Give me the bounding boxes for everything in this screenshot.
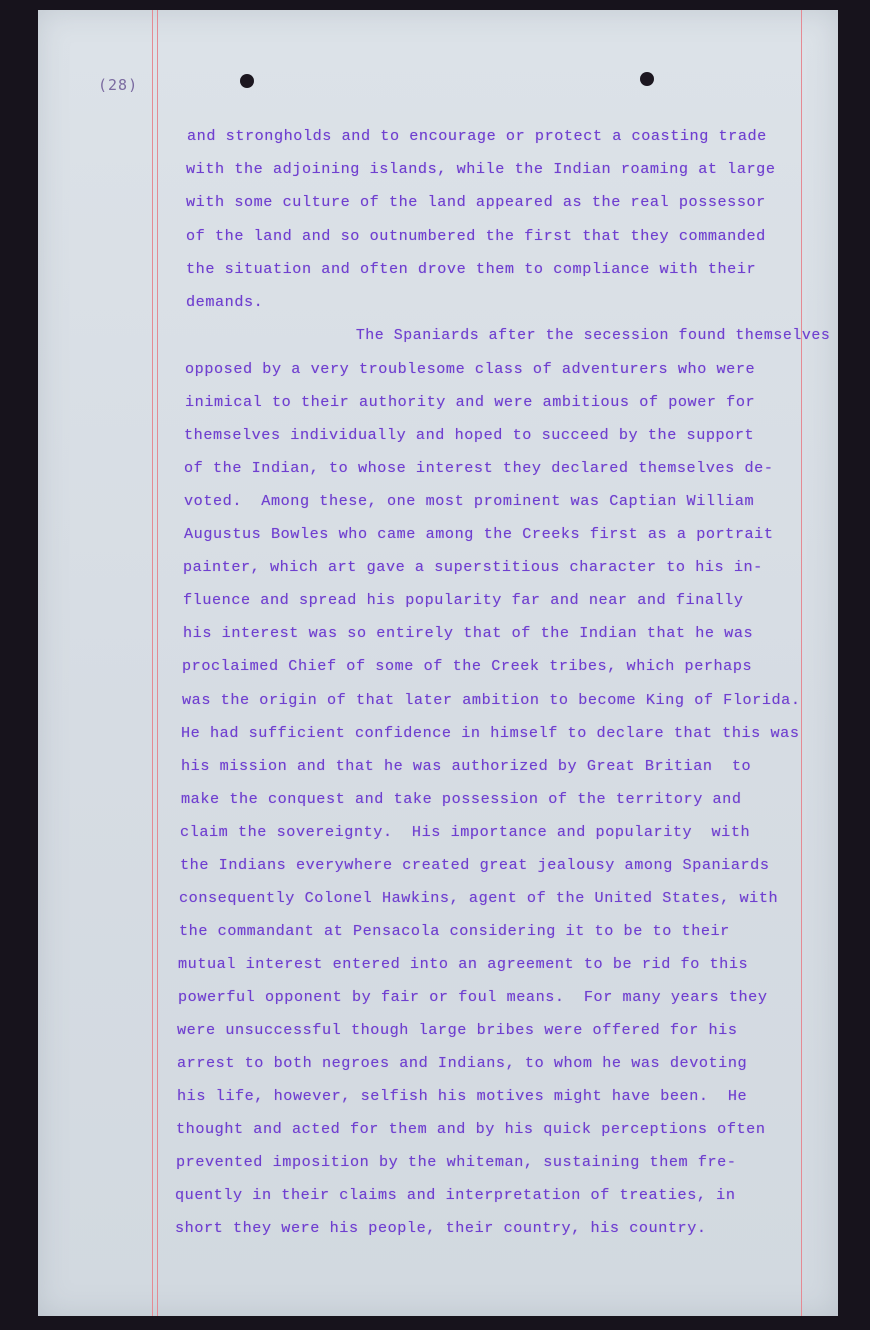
text-line: consequently Colonel Hawkins, agent of the United States, with: [179, 889, 779, 907]
text-line: inimical to their authority and were ambitious of power for: [185, 393, 756, 411]
text-line: with some culture of the land appeared as the real possessor: [186, 193, 766, 211]
text-line: were unsuccessful though large bribes were offered for his: [177, 1021, 738, 1039]
text-line: prevented imposition by the whiteman, sustaining them fre-: [176, 1153, 737, 1171]
text-line: the commandant at Pensacola considering it to be to their: [179, 922, 730, 940]
text-line: of the land and so outnumbered the first that they commanded: [186, 227, 766, 245]
text-line: mutual interest entered into an agreement to be rid fo this: [178, 955, 749, 973]
text-line: quently in their claims and interpretation of treaties, in: [175, 1186, 736, 1204]
document-page: [38, 10, 838, 1316]
body-text: [38, 10, 838, 1316]
text-line: with the adjoining islands, while the Indian roaming at large: [186, 160, 776, 178]
text-line: fluence and spread his popularity far and near and finally: [183, 591, 744, 609]
text-line: make the conquest and take possession of the territory and: [181, 790, 742, 808]
text-line: thought and acted for them and by his quick perceptions often: [176, 1120, 766, 1138]
text-line: was the origin of that later ambition to become King of Florida.: [182, 691, 801, 709]
page-number: (28): [98, 76, 139, 94]
text-line: arrest to both negroes and Indians, to whom he was devoting: [177, 1054, 748, 1072]
text-line: voted. Among these, one most prominent was Captian William: [184, 492, 755, 510]
text-line: of the Indian, to whose interest they declared themselves de-: [184, 459, 774, 477]
text-line: demands.: [186, 293, 264, 311]
text-line: Augustus Bowles who came among the Creeks first as a portrait: [184, 525, 774, 543]
text-line: his life, however, selfish his motives might have been. He: [177, 1087, 748, 1105]
text-line: the Indians everywhere created great jealousy among Spaniards: [180, 856, 770, 874]
text-line: his mission and that he was authorized by Great Britian to: [181, 757, 752, 775]
text-line: the situation and often drove them to compliance with their: [186, 260, 757, 278]
text-line: claim the sovereignty. His importance and popularity with: [180, 823, 751, 841]
text-line: opposed by a very troublesome class of adventurers who were: [185, 360, 756, 378]
text-line: short they were his people, their country, his country.: [175, 1219, 707, 1237]
text-line: proclaimed Chief of some of the Creek tribes, which perhaps: [182, 657, 753, 675]
text-line: his interest was so entirely that of the Indian that he was: [183, 624, 754, 642]
text-line: The Spaniards after the secession found themselves: [185, 326, 831, 344]
text-line: powerful opponent by fair or foul means. For many years they: [178, 988, 768, 1006]
text-line: painter, which art gave a superstitious character to his in-: [183, 558, 763, 576]
text-line: themselves individually and hoped to succeed by the support: [184, 426, 755, 444]
text-line: He had sufficient confidence in himself to declare that this was: [181, 724, 800, 742]
text-line: and strongholds and to encourage or protect a coasting trade: [187, 127, 767, 145]
